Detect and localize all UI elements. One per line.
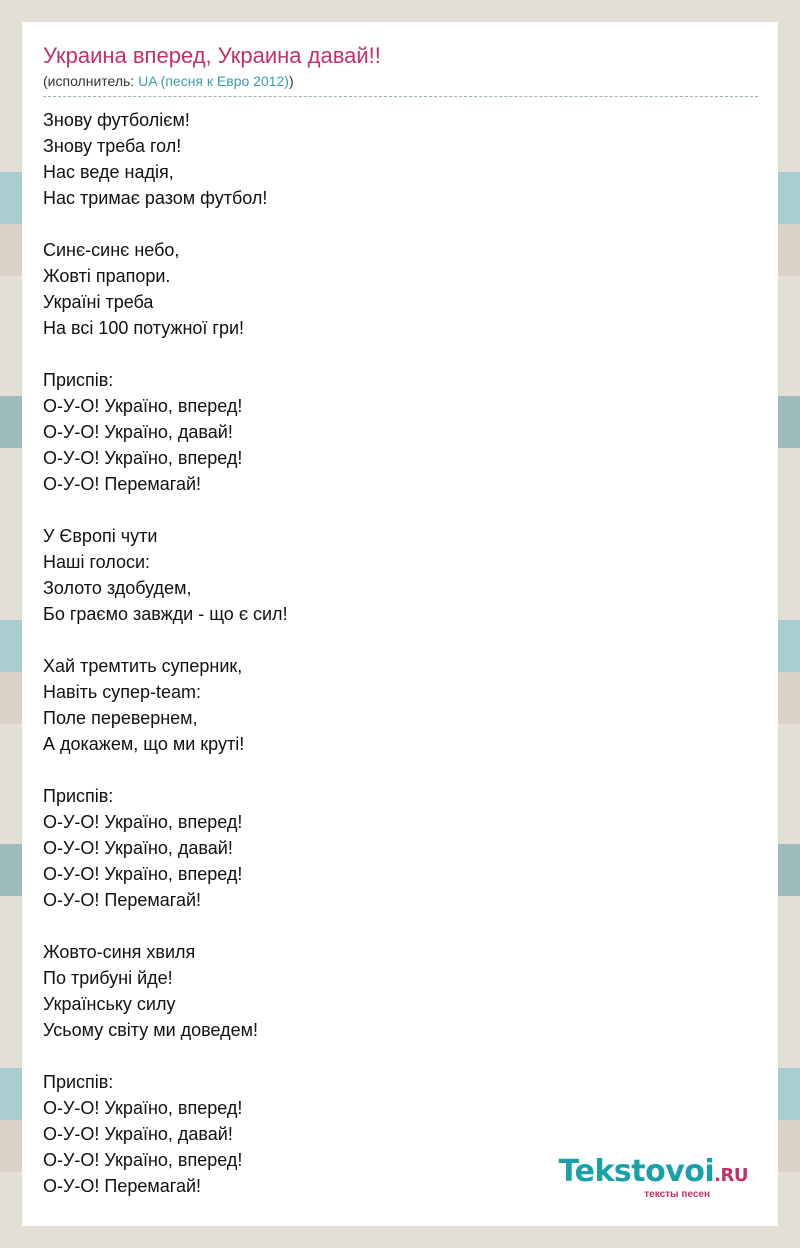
lyrics-line: Усьому світу ми доведем! <box>43 1020 259 1040</box>
song-title: Украина вперед, Украина давай!! <box>43 43 381 68</box>
lyrics-line: Українську силу <box>43 994 176 1014</box>
logo-tld: .RU <box>714 1165 748 1186</box>
lyrics-line: Знову треба гол! <box>43 136 182 156</box>
logo-tagline: тексты песен <box>644 1189 710 1200</box>
lyrics-line: Приспів: <box>43 786 114 806</box>
song-subtitle <box>43 72 758 97</box>
lyrics-line: О-У-О! Україно, вперед! <box>43 396 243 416</box>
lyrics-line: О-У-О! Україно, вперед! <box>43 448 243 468</box>
lyrics-line: Навіть супер-team: <box>43 682 201 702</box>
lyrics-line: О-У-О! Україно, давай! <box>43 422 233 442</box>
lyrics-stanza <box>43 653 758 757</box>
lyrics-line: Знову футболієм! <box>43 110 190 130</box>
lyrics-line: О-У-О! Україно, вперед! <box>43 1150 243 1170</box>
lyrics-line: О-У-О! Україно, вперед! <box>43 812 243 832</box>
lyrics-line: Жовті прапори. <box>43 266 171 286</box>
lyrics-stanza <box>43 237 758 341</box>
lyrics-line: Україні треба <box>43 292 154 312</box>
lyrics-stanza <box>43 939 758 1043</box>
lyrics-stanza <box>43 523 758 627</box>
lyrics-line: Наші голоси: <box>43 552 151 572</box>
lyrics-line: О-У-О! Перемагай! <box>43 1176 202 1196</box>
logo-name: Tekstovoi <box>558 1154 715 1189</box>
artist-link[interactable]: UA <box>138 73 157 89</box>
lyrics-stanza <box>43 783 758 913</box>
lyrics-line: О-У-О! Перемагай! <box>43 474 202 494</box>
lyrics-line: Приспів: <box>43 370 114 390</box>
lyrics-line: На всі 100 потужної гри! <box>43 318 245 338</box>
lyrics-line: О-У-О! Україно, давай! <box>43 838 233 858</box>
lyrics-line: А докажем, що ми круті! <box>43 734 245 754</box>
site-logo[interactable] <box>558 1154 748 1200</box>
subtitle-prefix: (исполнитель: <box>43 73 139 89</box>
lyrics-stanza <box>43 367 758 497</box>
lyrics-line: По трибуні йде! <box>43 968 173 988</box>
lyrics-line: Хай тремтить суперник, <box>43 656 243 676</box>
lyrics-line: О-У-О! Україно, вперед! <box>43 864 243 884</box>
lyrics-line: У Європі чути <box>43 526 158 546</box>
lyrics-body <box>43 107 758 1199</box>
lyrics-line: Золото здобудем, <box>43 578 192 598</box>
lyrics-line: Приспів: <box>43 1072 114 1092</box>
subtitle-suffix: ) <box>288 73 294 89</box>
lyrics-line: О-У-О! Перемагай! <box>43 890 202 910</box>
lyrics-stanza <box>43 107 758 211</box>
lyrics-line: О-У-О! Україно, давай! <box>43 1124 233 1144</box>
lyrics-line: Поле перевернем, <box>43 708 198 728</box>
lyrics-line: Жовто-синя хвиля <box>43 942 196 962</box>
lyrics-line: Бо граємо завжди - що є сил! <box>43 604 288 624</box>
lyrics-line: О-У-О! Україно, вперед! <box>43 1098 243 1118</box>
lyrics-card <box>22 22 778 1226</box>
lyrics-line: Синє-синє небо, <box>43 240 180 260</box>
lyrics-line: Нас тримає разом футбол! <box>43 188 268 208</box>
song-note-link[interactable]: (песня к Евро 2012) <box>160 73 289 89</box>
lyrics-line: Нас веде надія, <box>43 162 174 182</box>
